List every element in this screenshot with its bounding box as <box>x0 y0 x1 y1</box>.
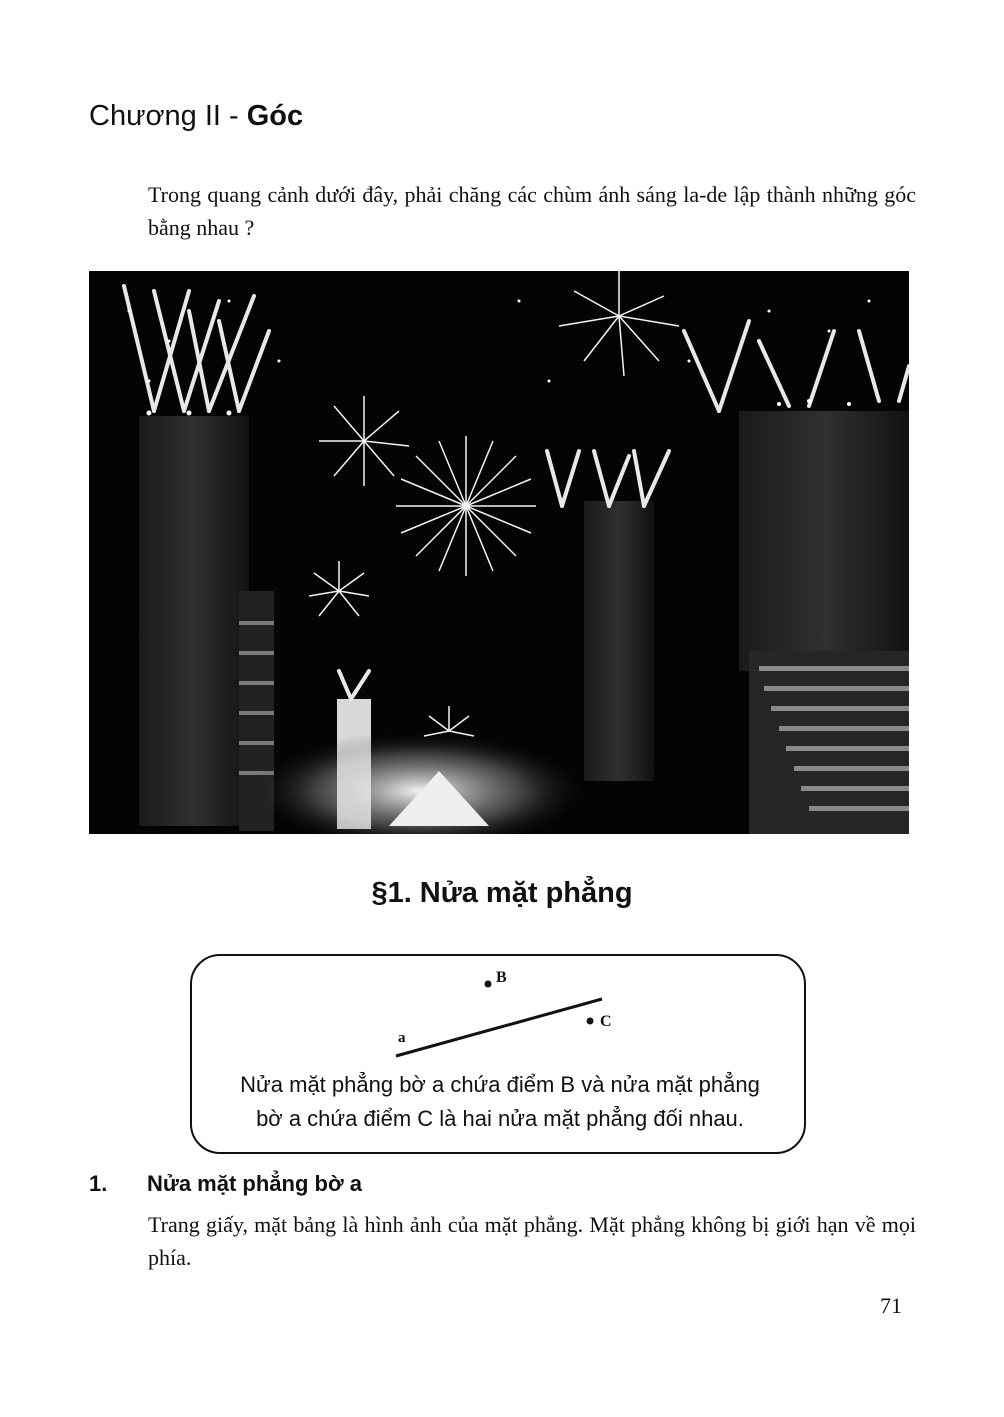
right-tower <box>739 411 909 671</box>
label-b: B <box>496 969 507 986</box>
left-tower <box>139 416 249 826</box>
section-title: §1. Nửa mặt phẳng <box>371 877 633 909</box>
point-c <box>587 1018 594 1025</box>
figure-caption <box>192 1068 808 1136</box>
fireworks-photo <box>89 271 909 834</box>
fireworks-illustration <box>89 271 909 834</box>
chapter-prefix: Chương II - <box>89 100 247 132</box>
subsection-title: Nửa mặt phẳng bờ a <box>147 1171 362 1196</box>
subsection-heading <box>89 1171 362 1197</box>
figure-caption-line-1: Nửa mặt phẳng bờ a chứa điểm B và nửa mặt phẳng <box>240 1072 760 1097</box>
label-c: C <box>600 1013 612 1030</box>
chapter-heading <box>89 100 303 133</box>
subsection-number: 1. <box>89 1171 108 1196</box>
body-paragraph: Trang giấy, mặt bảng là hình ảnh của mặt phẳng. Mặt phẳng không bị giới hạn về mọi phía. <box>148 1212 916 1270</box>
label-a: a <box>398 1030 406 1046</box>
line-a <box>396 999 602 1056</box>
right-building <box>749 651 909 834</box>
center-tower <box>584 501 654 781</box>
intro-paragraph: Trong quang cảnh dưới đây, phải chăng các chùm ánh sáng la-de lập thành những góc bằng nhau ? <box>148 182 916 240</box>
point-b <box>485 981 492 988</box>
chapter-title: Góc <box>246 100 304 132</box>
page-number: 71 <box>880 1293 902 1318</box>
figure-caption-line-2: bờ a chứa điểm C là hai nửa mặt phẳng đối nhau. <box>256 1106 744 1131</box>
half-plane-figure-box <box>190 954 806 1154</box>
